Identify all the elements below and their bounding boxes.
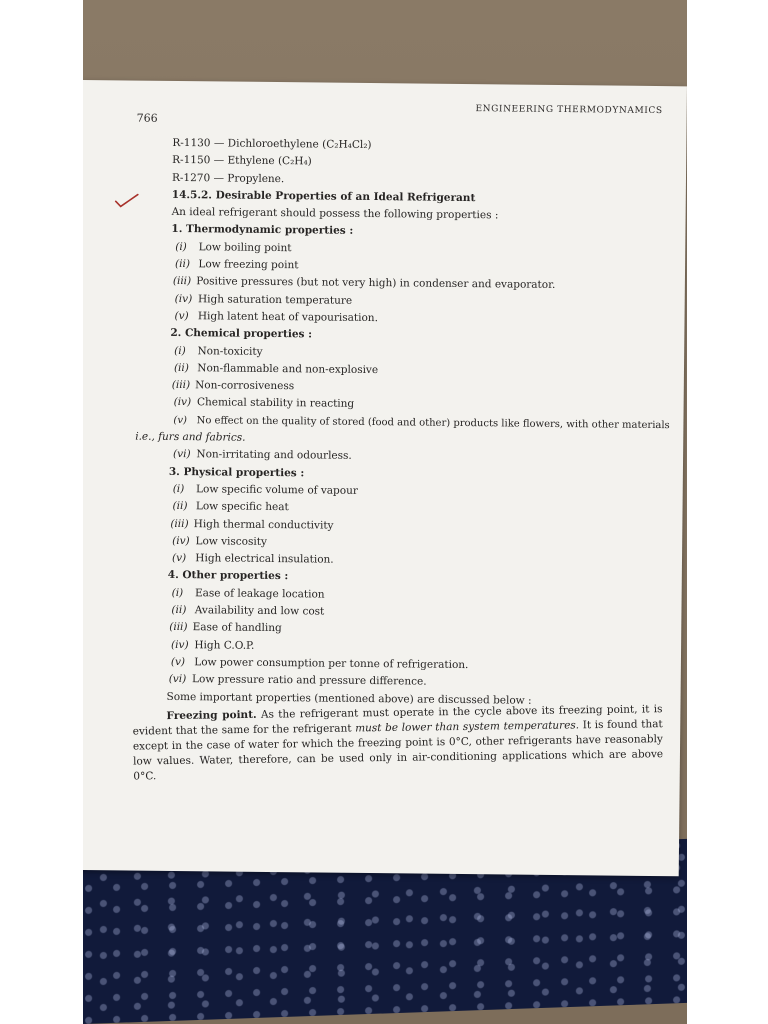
freezing-point-emphasis: must be lower than system temperatures.: [355, 719, 580, 735]
item-number: (iv): [174, 292, 193, 305]
group-heading-other: 4. Other properties :: [167, 569, 289, 583]
item-text: Ease of leakage location: [194, 586, 325, 601]
item-text: High thermal conductivity: [193, 517, 334, 532]
refrigerant-line: R-1270 — Propylene.: [171, 171, 285, 185]
group-heading-physical: 3. Physical properties :: [168, 465, 305, 479]
photo-background: [83, 0, 687, 1024]
book-page: [83, 80, 687, 876]
discussion-intro: Some important properties (mentioned above) are discussed below :: [166, 690, 532, 707]
section-title: 14.5.2. Desirable Properties of an Ideal Refrigerant: [171, 188, 476, 205]
item-text: Availability and low cost: [194, 604, 325, 618]
item-text: Low specific volume of vapour: [196, 483, 358, 497]
item-text: Low freezing point: [198, 258, 299, 272]
item-number: (ii): [171, 603, 187, 617]
item-number: (v): [171, 552, 187, 565]
item-text: High electrical insulation.: [195, 552, 334, 566]
refrigerant-line: R-1130 — Dichloroethylene (C₂H₄Cl₂): [172, 136, 372, 152]
item-text: Chemical stability in reacting: [196, 396, 355, 411]
item-number: (i): [171, 586, 184, 599]
refrigerant-line: R-1150 — Ethylene (C₂H₄): [172, 154, 312, 168]
item-text: Ease of handling: [192, 621, 282, 635]
item-text: Non-flammable and non-explosive: [197, 362, 379, 376]
item-number: (iv): [173, 396, 192, 409]
running-header: ENGINEERING THERMODYNAMICS: [475, 104, 663, 117]
item-number: (iv): [172, 534, 190, 547]
freezing-point-title: Freezing point.: [166, 708, 257, 722]
item-number: (i): [172, 482, 185, 496]
item-number: (vi): [173, 448, 191, 461]
item-text: Positive pressures (but not very high) in condenser and evaporator.: [196, 275, 556, 292]
item-number: (iii): [171, 379, 191, 392]
list-item-continuation: i.e., furs and fabrics.: [135, 430, 246, 444]
item-text: Low viscosity: [195, 535, 267, 548]
item-number: (v): [170, 655, 186, 669]
item-number: (i): [175, 240, 187, 253]
item-text: Non-irritating and odourless.: [196, 448, 352, 463]
item-text: Low boiling point: [198, 241, 292, 254]
item-number: (iv): [171, 638, 189, 651]
item-text: Low power consumption per tonne of refrigeration.: [194, 656, 469, 671]
page-number: 766: [136, 111, 158, 125]
item-number: (i): [174, 344, 186, 357]
group-heading-thermodynamic: 1. Thermodynamic properties :: [171, 223, 354, 238]
item-number: (ii): [172, 500, 188, 513]
item-text: No effect on the quality of stored (food and other) products like flowers, with other materials: [196, 414, 670, 431]
item-number: (v): [174, 309, 189, 323]
item-number: (ii): [173, 361, 189, 374]
section-intro: An ideal refrigerant should possess the following properties :: [171, 206, 499, 222]
item-text: Non-corrosiveness: [195, 379, 295, 393]
item-number: (vi): [168, 673, 187, 686]
page-content: [132, 135, 669, 790]
pen-tick-mark-icon: [114, 192, 140, 208]
item-text: Low pressure ratio and pressure difference.: [192, 673, 427, 688]
group-heading-chemical: 2. Chemical properties :: [170, 327, 313, 341]
item-number: (iii): [172, 275, 192, 288]
item-text: Non-toxicity: [197, 344, 263, 358]
item-text: Low specific heat: [195, 500, 289, 514]
item-text: High saturation temperature: [197, 292, 353, 307]
item-text: High latent heat of vapourisation.: [197, 310, 379, 325]
item-number: (ii): [175, 258, 191, 271]
freezing-point-text-a: As the refrigerant must operate in the cycle above its freezing point, it is evident that the same for the refrigerant: [132, 702, 663, 738]
freezing-point-paragraph: [132, 702, 663, 784]
item-number: (iii): [169, 621, 188, 634]
item-text: High C.O.P.: [194, 638, 255, 652]
item-number: (v): [173, 414, 187, 426]
item-number: (iii): [170, 517, 189, 530]
freezing-point-text-b: It is found that except in the case of water for which the freezing point is 0°C, other refrigerants have reasonably low values. Water, therefore, can be used only in air-conditioning applications which are above 0°C.: [132, 717, 664, 783]
